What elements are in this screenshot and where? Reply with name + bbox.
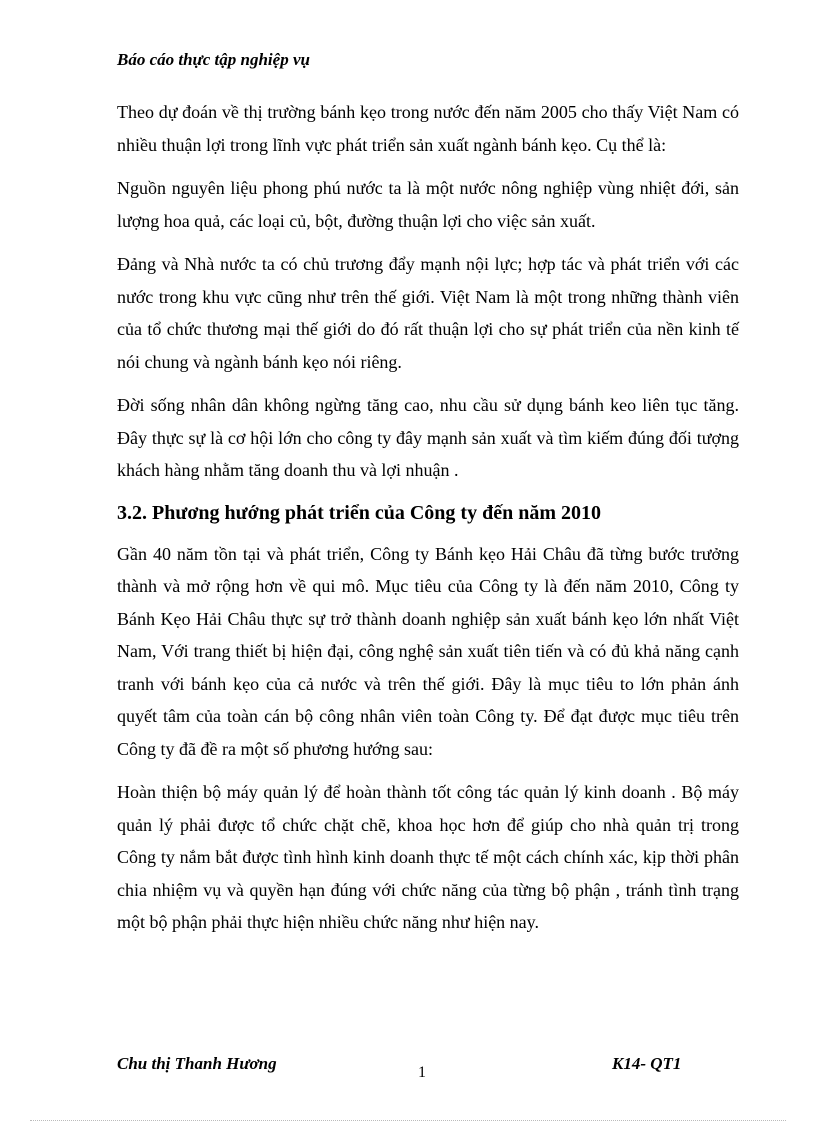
paragraph-market-forecast: Theo dự đoán về thị trường bánh kẹo trong nước đến năm 2005 cho thấy Việt Nam có nhiều thuận lợi trong lĩnh vực phát triển sản xuất ngành bánh kẹo. Cụ thể là: (117, 102, 739, 155)
footer-author: Chu thị Thanh Hương (117, 1054, 277, 1073)
document-body (117, 96, 739, 950)
paragraph-management: Hoàn thiện bộ máy quản lý để hoàn thành tốt công tác quản lý kinh doanh . Bộ máy quản lý phải được tổ chức chặt chẽ, khoa học hơn để giúp cho nhà quản trị trong Công ty nắm bắt được tình hình kinh doanh thực tế một cách chính xác, kịp thời phân chia nhiệm vụ và quyền hạn đúng với chức năng của từng bộ phận , tránh tình trạng một bộ phận phải thực hiện nhiều chức năng như hiện nay. (117, 782, 739, 932)
footer-class-code: K14- QT1 (612, 1054, 682, 1073)
paragraph-company-goals: Gần 40 năm tồn tại và phát triển, Công ty Bánh kẹo Hải Châu đã từng bước trưởng thành và mở rộng hơn về qui mô. Mục tiêu của Công ty là đến năm 2010, Công ty Bánh Kẹo Hải Châu thực sự trở thành doanh nghiệp sản xuất bánh kẹo lớn nhất Việt Nam, Với trang thiết bị hiện đại, công nghệ sản xuất tiên tiến và có đủ khả năng cạnh tranh với bánh kẹo của cả nước và trên thế giới. Đây là mục tiêu to lớn phản ánh quyết tâm của toàn cán bộ công nhân viên toàn Công ty. Để đạt được mục tiêu trên Công ty đã đề ra một số phương hướng sau: (117, 543, 739, 759)
section-heading: 3.2. Phương hướng phát triển của Công ty đến năm 2010 (117, 501, 601, 524)
paragraph-policy: Đảng và Nhà nước ta có chủ trương đẩy mạnh nội lực; hợp tác và phát triển với các nước trong khu vực cũng như trên thế giới. Việt Nam là một trong những thành viên của tổ chức thương mại thế giới do đó rất thuận lợi cho sự phát triển của nền kinh tế nói chung và ngành bánh kẹo nói riêng. (117, 254, 739, 372)
document-header: Báo cáo thực tập nghiệp vụ (117, 50, 310, 69)
paragraph-living-standards: Đời sống nhân dân không ngừng tăng cao, nhu cầu sử dụng bánh keo liên tục tăng. Đây thực sự là cơ hội lớn cho công ty đây mạnh sản xuất và tìm kiếm đúng đối tượng khách hàng nhằm tăng doanh thu và lợi nhuận . (117, 395, 739, 480)
paragraph-raw-materials: Nguồn nguyên liệu phong phú nước ta là một nước nông nghiệp vùng nhiệt đới, sản lượng hoa quả, các loại củ, bột, đường thuận lợi cho việc sản xuất. (117, 178, 739, 231)
footer-page-number: 1 (418, 1064, 426, 1081)
page-bottom-divider (30, 1120, 786, 1121)
